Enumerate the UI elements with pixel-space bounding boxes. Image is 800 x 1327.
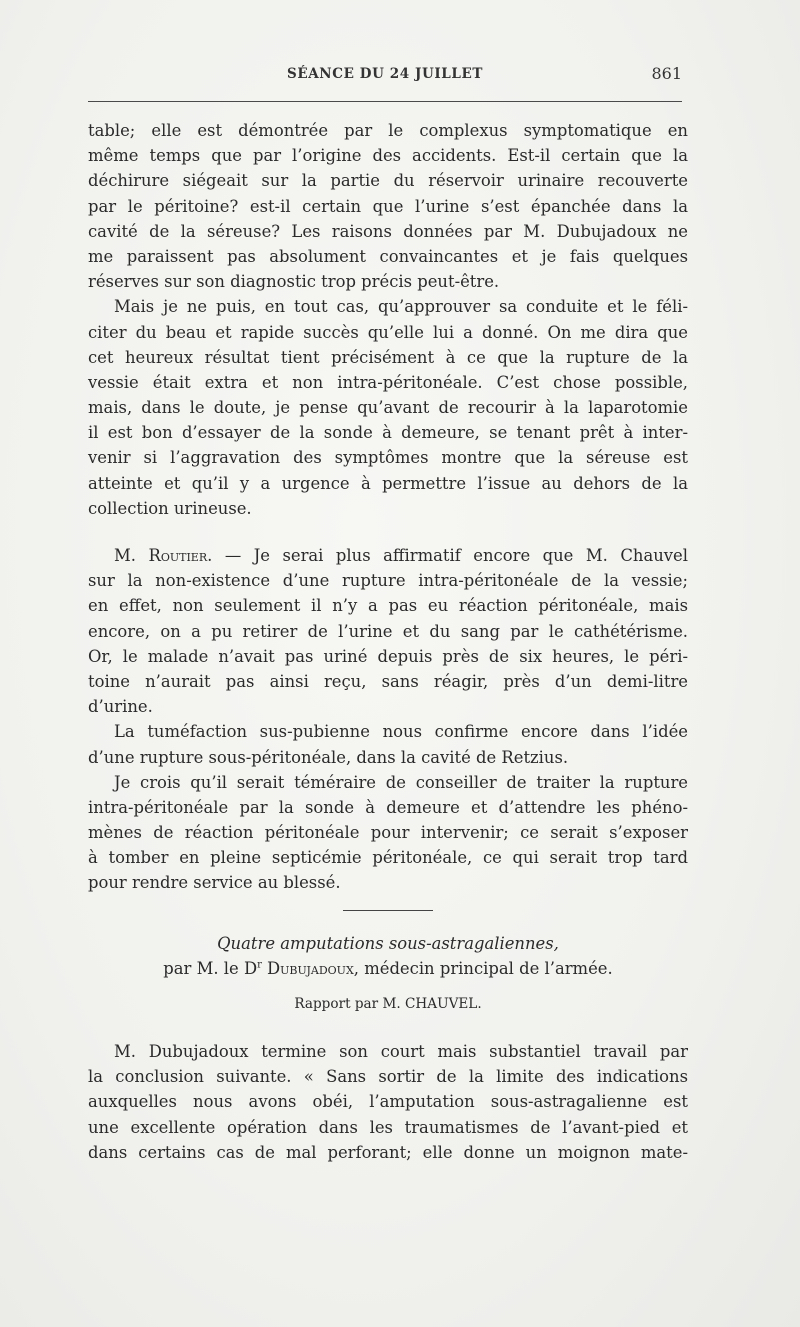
body-text <box>88 118 688 1165</box>
report-line: Rapport par M. CHAUVEL. <box>294 996 482 1013</box>
running-title: SÉANCE DU 24 JUILLET <box>286 66 484 82</box>
paragraph-3 <box>88 543 688 719</box>
text-line: Je crois qu’il serait téméraire de conseiller de traiter la rupture <box>114 772 688 792</box>
text-line: collection urineuse. <box>88 498 252 518</box>
text-line: la conclusion suivante. « Sans sortir de la limite des indications <box>88 1067 688 1087</box>
paragraph-6 <box>88 1039 688 1165</box>
speaker-prefix: M. <box>114 546 149 565</box>
text-line: auxquelles nous avons obéi, l’amputation sous-astragalienne est <box>88 1092 688 1112</box>
header-rule <box>88 101 682 102</box>
text-line: toine n’aurait pas ainsi reçu, sans réagir, près d’un demi-litre <box>88 671 688 691</box>
text-line <box>88 543 688 568</box>
page-header <box>88 62 682 92</box>
text-line: une excellente opération dans les traumatismes de l’avant-pied et <box>88 1117 688 1137</box>
text-line: atteinte et qu’il y a urgence à permettre l’issue au dehors de la <box>88 473 688 493</box>
text-line: d’une rupture sous-péritonéale, dans la cavité de Retzius. <box>88 747 569 767</box>
text-line: pour rendre service au blessé. <box>88 873 341 893</box>
article-title: Quatre amputations sous-astragaliennes, <box>217 933 559 953</box>
text-line: en effet, non seulement il n’y a pas eu réaction péritonéale, mais <box>88 596 688 616</box>
text-line: cavité de la séreuse? Les raisons données par M. Dubujadoux ne <box>88 221 688 241</box>
text-line: citer du beau et rapide succès qu’elle lui a donné. On me dira que <box>88 322 688 342</box>
text-line: Or, le malade n’avait pas uriné depuis près de six heures, le péri- <box>88 646 688 666</box>
byline-sup: r <box>257 959 262 971</box>
spacer <box>88 521 688 543</box>
text-line: encore, on a pu retirer de l’urine et du sang par le cathétérisme. <box>88 621 688 641</box>
text-line: réserves sur son diagnostic trop précis peut-être. <box>88 272 500 292</box>
paragraph-5 <box>88 770 688 896</box>
text-line: me paraissent pas absolument convaincantes et je fais quelques <box>88 246 688 266</box>
text-line: même temps que par l’origine des accidents. Est-il certain que la <box>88 146 688 166</box>
page-number: 861 <box>651 64 682 83</box>
text-line: mais, dans le doute, je pense qu’avant de recourir à la laparotomie <box>88 398 688 418</box>
byline-prefix: par M. le D <box>163 958 258 978</box>
paragraph-4 <box>88 719 688 769</box>
text-line: il est bon d’essayer de la sonde à demeure, se tenant prêt à inter- <box>88 423 688 443</box>
text-line: par le péritoine? est-il certain que l’urine s’est épanchée dans la <box>88 196 688 216</box>
text-line: venir si l’aggravation des symptômes montre que la séreuse est <box>88 448 688 468</box>
paragraph-2 <box>88 294 688 521</box>
text-line: La tuméfaction sus-pubienne nous confirme encore dans l’idée <box>114 722 688 742</box>
section-divider <box>343 910 433 911</box>
line-rest: — Je serai plus affirmatif encore que M. Chauvel <box>212 546 688 565</box>
spacer <box>88 1015 688 1039</box>
text-line: à tomber en pleine septicémie péritonéale, ce qui serait trop tard <box>88 848 688 868</box>
paragraph-1 <box>88 118 688 294</box>
text-line: sur la non-existence d’une rupture intra-péritonéale de la vessie; <box>88 571 688 591</box>
article-byline <box>88 956 688 981</box>
text-line: cet heureux résultat tient précisément à ce que la rupture de la <box>88 347 688 367</box>
author-name: Dubujadoux <box>267 958 354 978</box>
text-line: dans certains cas de mal perforant; elle donne un moignon mate- <box>88 1142 688 1162</box>
text-line: vessie était extra et non intra-péritonéale. C’est chose possible, <box>88 372 688 392</box>
speaker-name: Routier. <box>148 546 213 565</box>
text-line: table; elle est démontrée par le complexus symptomatique en <box>88 121 688 140</box>
text-line: intra-péritonéale par la sonde à demeure et d’attendre les phéno- <box>88 797 688 817</box>
text-line: M. Dubujadoux termine son court mais substantiel travail par <box>114 1042 688 1062</box>
text-line: Mais je ne puis, en tout cas, qu’approuver sa conduite et le féli- <box>114 297 688 317</box>
text-line: d’urine. <box>88 697 153 717</box>
byline-suffix: , médecin principal de l’armée. <box>353 958 613 978</box>
text-line: mènes de réaction péritonéale pour intervenir; ce serait s’exposer <box>88 823 688 843</box>
text-line: déchirure siégeait sur la partie du réservoir urinaire recouverte <box>88 171 688 191</box>
